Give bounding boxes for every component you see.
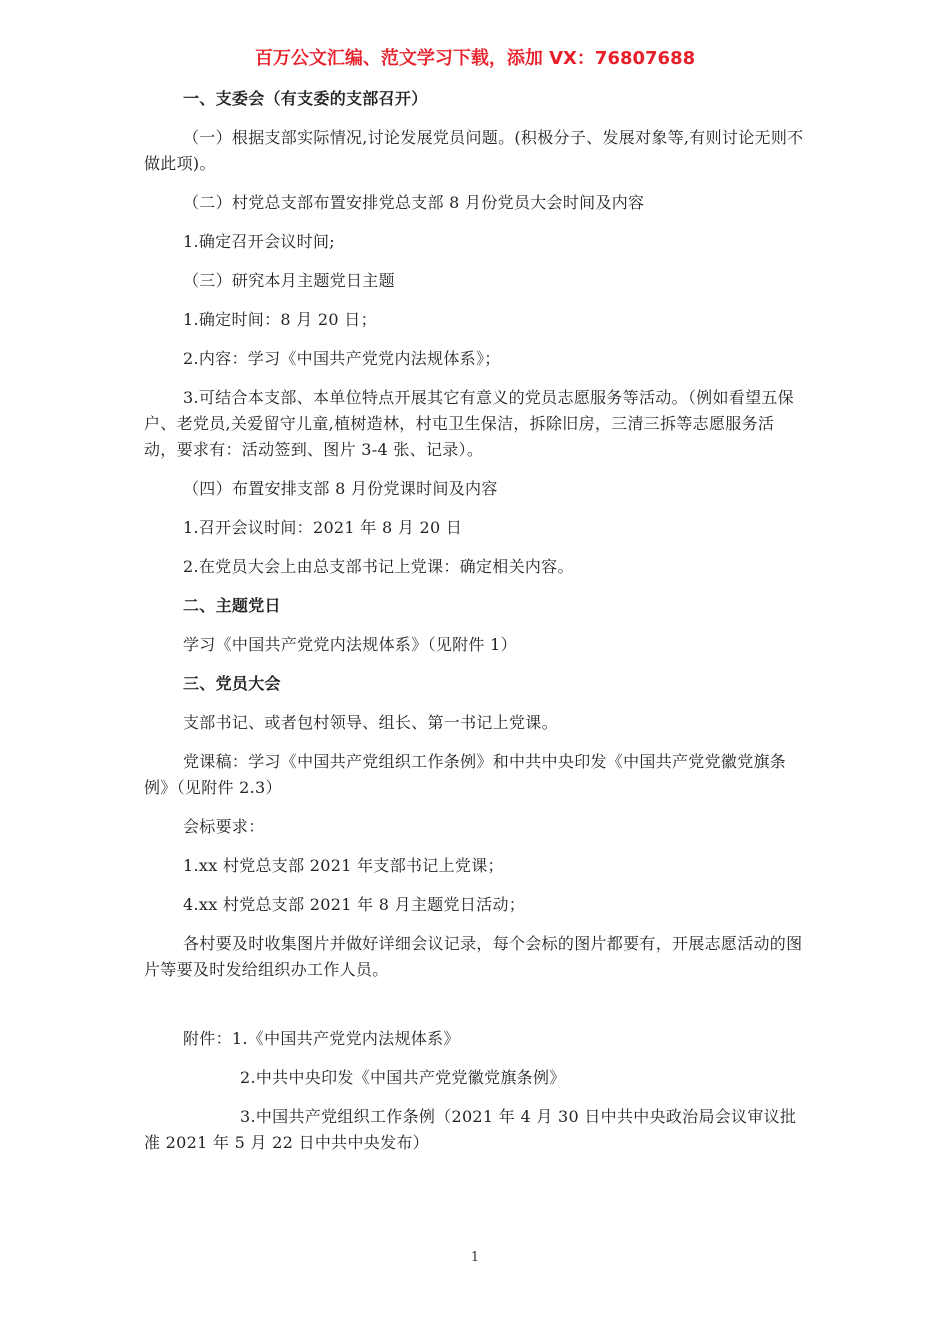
paragraph: 2.在党员大会上由总支部书记上党课：确定相关内容。 [183,557,574,576]
watermark-header: 百万公文汇编、范文学习下载，添加 VX：76807688 [254,48,696,69]
paragraph: （一）根据支部实际情况,讨论发展党员问题。(积极分子、发展对象等,有则讨论无则不做此项)。 [144,128,804,173]
attachment-2: 2.中共中央印发《中国共产党党徽党旗条例》 [240,1068,566,1087]
attachment-3: 3.中国共产党组织工作条例（2021 年 4 月 30 日中共中央政治局会议审议批准 2021 年 5 月 22 日中共中央发布） [144,1107,797,1152]
paragraph: （三）研究本月主题党日主题 [183,271,395,290]
paragraph: （四）布置安排支部 8 月份党课时间及内容 [183,479,498,498]
paragraph: 1.确定召开会议时间; [183,232,335,251]
paragraph: 1.xx 村党总支部 2021 年支部书记上党课； [183,856,504,875]
page-number: 1 [470,1250,480,1265]
document-body [144,86,804,1169]
paragraph: 3.可结合本支部、本单位特点开展其它有意义的党员志愿服务等活动。（例如看望五保户、老党员,关爱留守儿童,植树造林，村屯卫生保洁，拆除旧房，三清三拆等志愿服务活动，要求有：活动签到、图片 3-4 张、记录）。 [144,388,794,459]
paragraph: 2.内容：学习《中国共产党党内法规体系》； [183,349,501,368]
paragraph: 党课稿：学习《中国共产党组织工作条例》和中共中央印发《中国共产党党徽党旗条例》（见附件 2.3） [144,752,787,797]
section-heading-3: 三、党员大会 [183,674,281,693]
paragraph: 会标要求： [183,817,265,836]
paragraph: 各村要及时收集图片并做好详细会议记录，每个会标的图片都要有，开展志愿活动的图片等要及时发给组织办工作人员。 [144,934,803,979]
paragraph: （二）村党总支部布置安排党总支部 8 月份党员大会时间及内容 [183,193,645,212]
paragraph: 1.召开会议时间：2021 年 8 月 20 日 [183,518,463,537]
paragraph: 学习《中国共产党党内法规体系》（见附件 1） [183,635,517,654]
attachment-1: 附件：1.《中国共产党党内法规体系》 [183,1029,460,1048]
spacer [144,996,804,1026]
paragraph: 支部书记、或者包村领导、组长、第一书记上党课。 [183,713,558,732]
section-heading-2: 二、主题党日 [183,596,281,615]
paragraph: 4.xx 村党总支部 2021 年 8 月主题党日活动； [183,895,526,914]
section-heading-1: 一、支委会（有支委的支部召开） [183,89,428,108]
paragraph: 1.确定时间：8 月 20 日； [183,310,377,329]
